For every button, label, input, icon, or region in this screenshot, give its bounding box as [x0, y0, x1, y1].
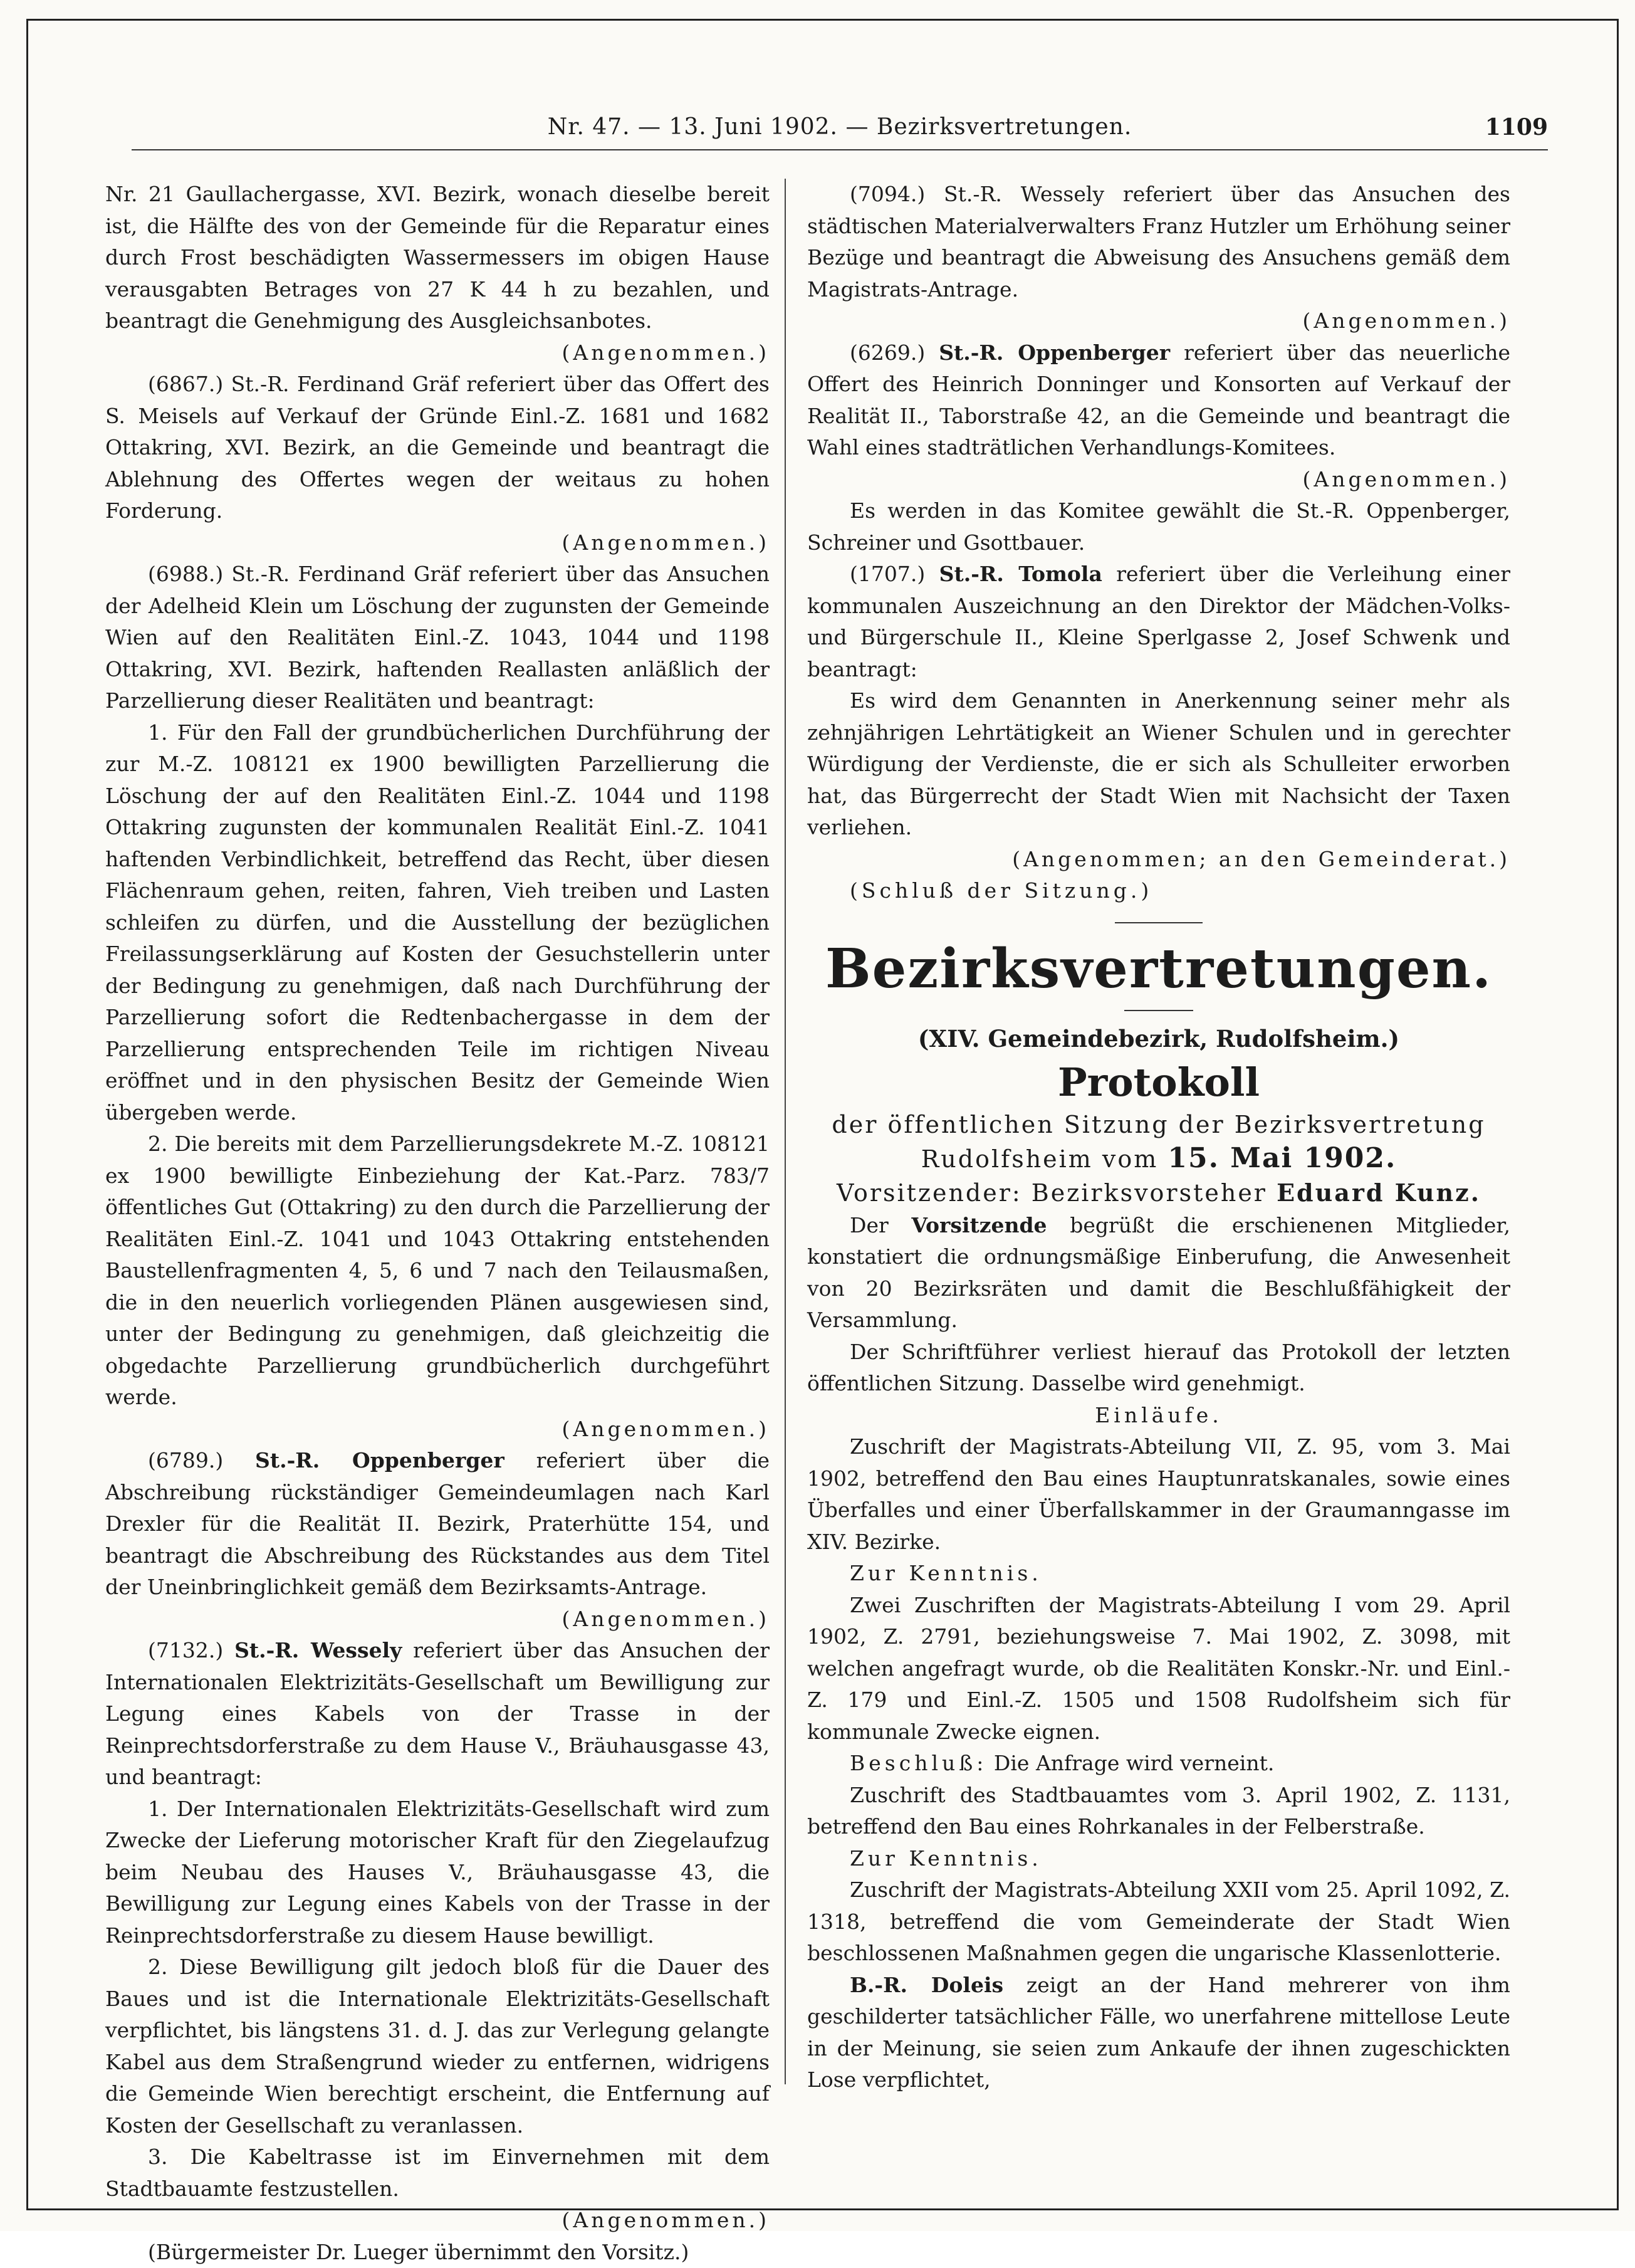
paragraph	[105, 1445, 770, 1604]
paragraph-text: referiert über das Ansuchen der Internationalen Elektrizitäts-Gesellschaft um Bewilligung zur Legung eines Kabels von der Trasse in der Reinprechtsdorferstraße zu dem Hause V., Bräuhausgasse 43, und beantragt:	[105, 1638, 770, 1789]
paragraph: (6867.) St.-R. Ferdinand Gräf referiert über das Offert des S. Meisels auf Verkauf der Gründe Einl.-Z. 1681 und 1682 Ottakring, XVI. Bezirk, an die Gemeinde und beantragt die Ablehnung des Offertes wegen der weitaus zu hohen Forderung.	[105, 369, 770, 527]
chair-line	[807, 1176, 1510, 1210]
district-heading: (XIV. Gemeindebezirk, Rudolfsheim.)	[807, 1020, 1510, 1058]
left-column	[105, 179, 770, 2268]
paragraph: Zuschrift des Stadtbauamtes vom 3. April 1902, Z. 1131, betreffend den Bau eines Rohrkanales in der Felberstraße.	[807, 1780, 1510, 1843]
item-number: (1707.)	[850, 562, 925, 586]
speaker-name: B.-R. Doleis	[850, 1973, 1003, 1997]
result-note: (Angenommen.)	[105, 1604, 770, 1635]
paragraph-text: Der	[850, 1213, 889, 1237]
paragraph-text: referiert über das neuerliche Offert des Heinrich Donninger und Konsorten auf Verkauf der Realität II., Taborstraße 42, an die Gemeinde und beantragt die Wahl eines stadträtlichen Verhandlungs-Komitees.	[807, 340, 1510, 460]
chair-label: Vorsitzender: Bezirksvorsteher	[837, 1179, 1267, 1207]
paragraph-text: begrüßt die erschienenen Mitglieder, konstatiert die ordnungsmäßige Einberufung, die Anwesenheit von 20 Bezirksräten und damit die Beschlußfähigkeit der Versammlung.	[807, 1213, 1510, 1333]
item-number: (6789.)	[148, 1448, 223, 1473]
page-number: 1109	[1485, 114, 1548, 140]
protokoll-heading: Protokoll	[807, 1058, 1510, 1108]
paragraph: Der Schriftführer verliest hierauf das Protokoll der letzten öffentlichen Sitzung. Dasselbe wird genehmigt.	[807, 1336, 1510, 1400]
paragraph	[807, 1970, 1510, 2096]
result-note: (Angenommen.)	[105, 337, 770, 369]
speaker-name: St.-R. Oppenberger	[255, 1448, 504, 1473]
column-divider	[785, 179, 786, 2084]
list-item: 1. Der Internationalen Elektrizitäts-Gesellschaft wird zum Zwecke der Lieferung motorischer Kraft für den Ziegelaufzug beim Neubau des Hauses V., Bräuhausgasse 43, die Bewilligung zur Legung eines Kabels von der Trasse in der Reinprechtsdorferstraße zu diesem Hause bewilligt.	[105, 1793, 770, 1952]
chair-name: Eduard Kunz.	[1277, 1179, 1481, 1207]
section-rule	[1124, 1010, 1193, 1011]
speaker-name: St.-R. Tomola	[939, 562, 1102, 586]
paragraph-text: referiert über die Abschreibung rückständiger Gemeindeumlagen nach Karl Drexler für die Realität II. Bezirk, Praterhütte 154, und beantragt die Abschreibung des Rückstandes aus dem Titel der Uneinbringlichkeit gemäß dem Bezirksamts-Antrage.	[105, 1448, 770, 1599]
result-note: (Angenommen.)	[807, 305, 1510, 337]
section-rule	[1115, 922, 1203, 923]
session-date: 15. Mai 1902.	[1167, 1142, 1396, 1174]
page-header	[132, 107, 1548, 150]
paragraph: Zuschrift der Magistrats-Abteilung XXII vom 25. April 1092, Z. 1318, betreffend die vom Gemeinderate der Stadt Wien beschlossenen Maßnahmen gegen die ungarische Klassenlotterie.	[807, 1874, 1510, 1970]
right-column	[807, 179, 1510, 2096]
item-number: (7132.)	[148, 1638, 223, 1662]
paragraph: (7094.) St.-R. Wessely referiert über das Ansuchen des städtischen Materialverwalters Franz Hutzler um Erhöhung seiner Bezüge und beantragt die Abweisung des Ansuchens gemäß dem Magistrats-Antrage.	[807, 179, 1510, 305]
decision-label: Beschluß:	[850, 1751, 987, 1775]
list-item: 3. Die Kabeltrasse ist im Einvernehmen mit dem Stadtbauamte festzustellen.	[105, 2141, 770, 2205]
paragraph: Zuschrift der Magistrats-Abteilung VII, Z. 95, vom 3. Mai 1902, betreffend den Bau eines Hauptunratskanales, sowie eines Überfalles und einer Überfallskammer in der Graumanngasse im XIV. Bezirke.	[807, 1431, 1510, 1558]
result-note: (Angenommen.)	[105, 527, 770, 559]
session-subtitle-date	[807, 1142, 1510, 1176]
result-note: (Angenommen.)	[105, 2205, 770, 2237]
header-rule	[132, 149, 1548, 150]
list-item: 1. Für den Fall der grundbücherlichen Durchführung der zur M.-Z. 108121 ex 1900 bewilligten Parzellierung die Löschung der auf den Realitäten Einl.-Z. 1044 und 1198 Ottakring zugunsten der kommunalen Realität Einl.-Z. 1041 haftenden Verbindlichkeit, betreffend das Recht, über diesen Flächenraum gehen, reiten, fahren, Vieh treiben und Lasten schleifen zu dürfen, und die Ausstellung der bezüglichen Freilassungserklärung auf Kosten der Gesuchstellerin unter der Bedingung zu genehmigen, daß nach Durchführung der Parzellierung sofort die Redtenbachergasse in dem der Parzellierung entsprechenden Teile im richtigen Niveau eröffnet und in den physischen Besitz der Gemeinde Wien übergeben werde.	[105, 717, 770, 1129]
list-item: 2. Diese Bewilligung gilt jedoch bloß für die Dauer des Baues und ist die Internationale Elektrizitäts-Gesellschaft verpflichtet, bis längstens 31. d. J. das zur Verlegung gelangte Kabel aus dem Straßengrund wieder zu entfernen, widrigens die Gemeinde Wien berechtigt erscheint, die Entfernung auf Kosten der Gesellschaft zu veranlassen.	[105, 1951, 770, 2141]
result-note: Zur Kenntnis.	[807, 1558, 1510, 1590]
paragraph	[105, 1635, 770, 1793]
speaker-name: St.-R. Oppenberger	[939, 340, 1170, 365]
running-header: Nr. 47. — 13. Juni 1902. — Bezirksvertretungen.	[132, 114, 1548, 140]
result-note: Zur Kenntnis.	[807, 1843, 1510, 1875]
speaker-name: Vorsitzende	[911, 1213, 1047, 1237]
speaker-name: St.-R. Wessely	[234, 1638, 402, 1662]
item-number: (6269.)	[850, 340, 925, 365]
paragraph: (Bürgermeister Dr. Lueger übernimmt den Vorsitz.)	[105, 2237, 770, 2268]
result-note: (Angenommen; an den Gemeinderat.)	[807, 844, 1510, 876]
result-note: (Angenommen.)	[807, 464, 1510, 496]
session-subtitle: der öffentlichen Sitzung der Bezirksvertretung	[807, 1108, 1510, 1142]
closing-note: (Schluß der Sitzung.)	[807, 875, 1510, 907]
decision-line	[807, 1748, 1510, 1780]
subtitle-text: Rudolfsheim vom	[921, 1145, 1159, 1173]
result-note: (Angenommen.)	[105, 1414, 770, 1446]
paragraph	[807, 1210, 1510, 1336]
paragraph	[807, 559, 1510, 685]
einlaeufe-heading: Einläufe.	[807, 1400, 1510, 1432]
paragraph: Es wird dem Genannten in Anerkennung seiner mehr als zehnjährigen Lehrtätigkeit an Wiener Schulen und in gerechter Würdigung der Verdienste, die er sich als Schulleiter erworben hat, das Bürgerrecht der Stadt Wien mit Nachsicht der Taxen verliehen.	[807, 685, 1510, 844]
paragraph: Es werden in das Komitee gewählt die St.-R. Oppenberger, Schreiner und Gsottbauer.	[807, 495, 1510, 559]
section-title: Bezirksvertretungen.	[807, 935, 1510, 1004]
decision-text: Die Anfrage wird verneint.	[994, 1751, 1274, 1775]
paragraph: Zwei Zuschriften der Magistrats-Abteilung I vom 29. April 1902, Z. 2791, beziehungsweise 7. Mai 1902, Z. 3098, mit welchen angefragt wurde, ob die Realitäten Konskr.-Nr. und Einl.-Z. 179 und Einl.-Z. 1505 und 1508 Rudolfsheim sich für kommunale Zwecke eignen.	[807, 1590, 1510, 1748]
paragraph-text: referiert über die Verleihung einer kommunalen Auszeichnung an den Direktor der Mädchen-Volks- und Bürgerschule II., Kleine Sperlgasse 2, Josef Schwenk und beantragt:	[807, 562, 1510, 681]
paragraph: (6988.) St.-R. Ferdinand Gräf referiert über das Ansuchen der Adelheid Klein um Löschung der zugunsten der Gemeinde Wien auf den Realitäten Einl.-Z. 1043, 1044 und 1198 Ottakring, XVI. Bezirk, haftenden Reallasten anläßlich der Parzellierung dieser Realitäten und beantragt:	[105, 559, 770, 717]
paragraph: Nr. 21 Gaullachergasse, XVI. Bezirk, wonach dieselbe bereit ist, die Hälfte des von der Gemeinde für die Reparatur eines durch Frost beschädigten Wassermessers im obigen Hause verausgabten Betrages von 27 K 44 h zu bezahlen, und beantragt die Genehmigung des Ausgleichsanbotes.	[105, 179, 770, 337]
paragraph	[807, 337, 1510, 464]
list-item: 2. Die bereits mit dem Parzellierungsdekrete M.-Z. 108121 ex 1900 bewilligte Einbeziehung der Kat.-Parz. 783/7 öffentliches Gut (Ottakring) zu den durch die Parzellierung der Realitäten Einl.-Z. 1041 und 1043 Ottakring entstehenden Baustellenfragmenten 4, 5, 6 und 7 nach den Teilausmaßen, die in den neuerlich vorliegenden Plänen ausgewiesen sind, unter der Bedingung zu genehmigen, daß gleichzeitig die obgedachte Parzellierung grundbücherlich durchgeführt werde.	[105, 1128, 770, 1414]
paragraph-text: zeigt an der Hand mehrerer von ihm geschilderter tatsächlicher Fälle, wo unerfahrene mittellose Leute in der Meinung, sie seien zum Ankaufe der ihnen zugeschickten Lose verpflichtet,	[807, 1973, 1510, 2092]
